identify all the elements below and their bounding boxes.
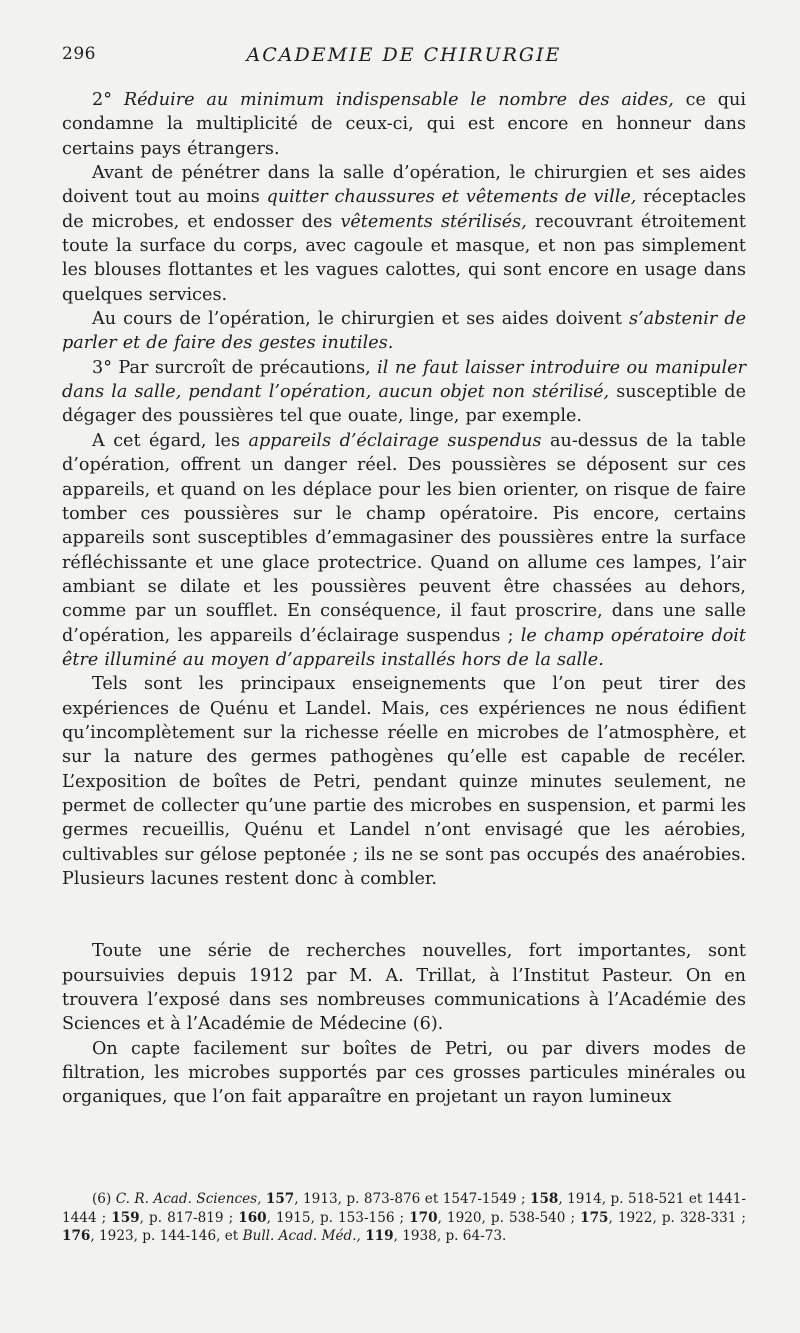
paragraph-p3: [62, 307, 746, 356]
text-run: Tels sont les principaux enseignements que l’on peut tirer des expériences de Quénu et Landel. Mais, ces expériences ne nous édifient qu’incomplètement sur la richesse réelle en microbes de l’atmosphère, et sur la nature des germes pathogènes qu’elle est capable de recéler. L’exposition de boîtes de Petri, pendant quinze minutes seulement, ne permet de collecter qu’une partie des microbes en suspension, et parmi les germes recueillis, Quénu et Landel n’ont envisagé que les aérobies, cultivables sur gélose peptonée ; ils ne se sont pas occupés des anaérobies. Plusieurs lacunes restent donc à combler.: [62, 674, 746, 889]
text-run: Au cours de l’opération, le chirurgien et ses aides doivent: [92, 309, 629, 330]
bold-volume-number: 158: [529, 1191, 559, 1207]
text-run: réceptacles de microbes, et endosser des: [62, 187, 746, 232]
text-run: (6): [92, 1191, 116, 1207]
italic-text: le champ opératoire doit être illuminé au moyen d’appareils installés hors de la salle.: [62, 625, 746, 670]
italic-text: quitter chaussures et vêtements de ville,: [266, 187, 637, 208]
text-run: A cet égard, les: [92, 430, 249, 451]
text-run: susceptible de dégager des poussières tel que ouate, linge, par exemple.: [62, 382, 746, 427]
bold-volume-number: 159: [111, 1209, 140, 1226]
italic-text: Bull. Acad. Méd.,: [242, 1228, 361, 1244]
italic-text: C. R. Acad. Sciences,: [115, 1191, 262, 1207]
journal-title: ACADEMIE DE CHIRURGIE: [246, 44, 562, 66]
text-run: 2°: [92, 90, 124, 110]
bold-volume-number: 119: [365, 1228, 394, 1244]
text-run: , 1914, p. 518-521 et 1441-1444 ;: [62, 1191, 747, 1226]
paragraph-p1: [62, 88, 746, 161]
text-run: , 1923, p. 144-146, et: [90, 1228, 243, 1244]
text-run: 3° Par surcroît de précautions,: [92, 357, 378, 378]
footnote: [62, 1190, 746, 1246]
text-run: , 1922, p. 328-331 ;: [608, 1209, 746, 1226]
paragraph-p4: [62, 356, 746, 429]
italic-text: Réduire au minimum indispensable le nombre des aides,: [123, 90, 674, 110]
page-number: 296: [62, 44, 96, 64]
text-run: , p. 817-819 ;: [139, 1209, 239, 1226]
body-text: [62, 88, 746, 1110]
paragraph-p8: [62, 1037, 746, 1110]
text-run: ce qui condamne la multiplicité de ceux-ci, qui est encore en honneur dans certains pays étrangers.: [62, 90, 746, 159]
text-run: , 1920, p. 538-540 ;: [437, 1209, 581, 1226]
paragraph-p2: [62, 161, 746, 307]
text-run: au-dessus de la table d’opération, offrent un danger réel. Des poussières se déposent sur ces appareils, et quand on les déplace pour les bien orienter, on risque de faire tomber ces poussières sur le champ opératoire. Pis encore, certains appareils sont susceptibles d’emmagasiner des poussières entre la surface réfléchissante et une glace protectrice. Quand on allume ces lampes, l’air ambiant se dilate et les poussières peuvent être chassées au dehors, comme par un soufflet. En conséquence, il faut proscrire, dans une salle d’opération, les appareils d’éclairage suspendus ;: [62, 430, 746, 646]
text-run: , 1913, p. 873-876 et 1547-1549 ;: [294, 1191, 530, 1207]
italic-text: vêtements stérilisés,: [340, 211, 527, 232]
text-run: Toute une série de recherches nouvelles, fort importantes, sont poursuivies depuis 1912 par M. A. Trillat, à l’Institut Pasteur. On en trouvera l’exposé dans ses nombreuses communications à l’Académie des Sciences et à l’Académie de Médecine (6).: [62, 941, 746, 1035]
text-run: On capte facilement sur boîtes de Petri, ou par divers modes de filtration, les microbes supportés par ces grosses particules minérales ou organiques, que l’on fait apparaître en projetant un rayon lumineux: [62, 1038, 746, 1108]
paragraph-p5: [62, 429, 746, 672]
paragraph-p6: [62, 672, 746, 891]
running-head: [62, 44, 746, 72]
italic-text: appareils d’éclairage suspendus: [248, 430, 542, 451]
text-run: , 1938, p. 64-73.: [393, 1228, 507, 1244]
bold-volume-number: 176: [62, 1228, 91, 1244]
bold-volume-number: 157: [265, 1191, 295, 1207]
italic-text: il ne faut laisser introduire ou manipuler dans la salle, pendant l’opération, aucun objet non stérilisé,: [62, 357, 747, 403]
bold-volume-number: 160: [238, 1209, 267, 1226]
text-run: recouvrant étroitement toute la surface du corps, avec cagoule et masque, et non pas simplement les blouses flottantes et les vagues calottes, qui sont encore en usage dans quelques services.: [62, 211, 746, 305]
paragraph-p7: [62, 939, 746, 1036]
text-run: , 1915, p. 153-156 ;: [266, 1209, 410, 1226]
italic-text: s’abstenir de parler et de faire des gestes inutiles.: [62, 309, 746, 354]
bold-volume-number: 170: [409, 1209, 438, 1226]
bold-volume-number: 175: [580, 1209, 609, 1226]
text-run: Avant de pénétrer dans la salle d’opération, le chirurgien et ses aides doivent tout au moins: [62, 163, 746, 208]
